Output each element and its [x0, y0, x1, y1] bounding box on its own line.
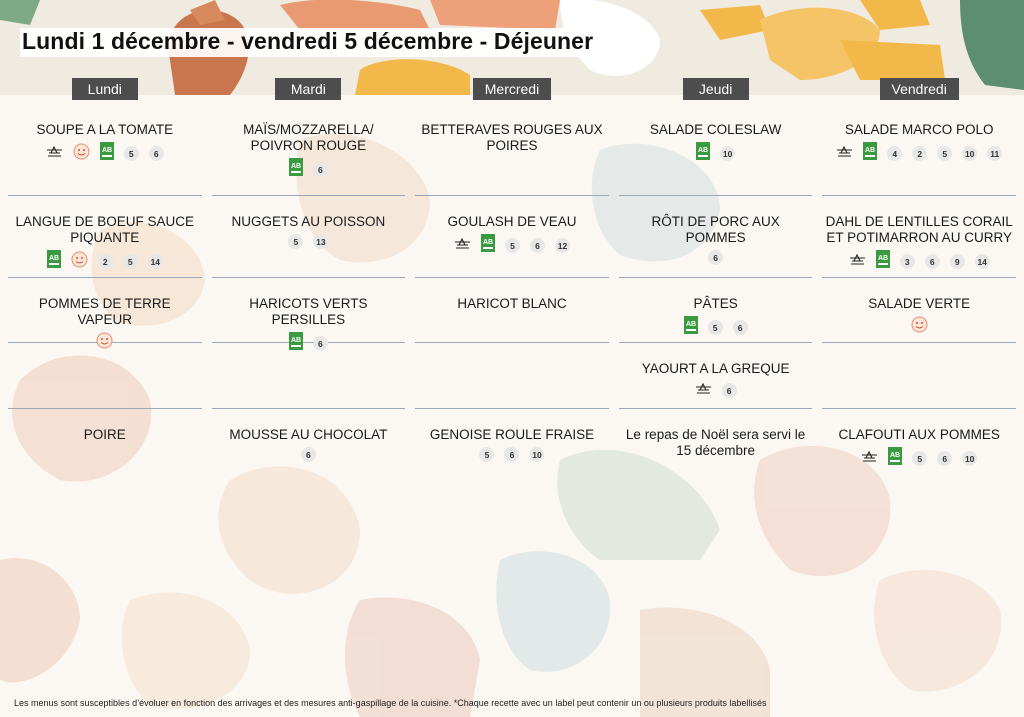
dish-name: PÂTES [693, 296, 738, 311]
allergen-badge: 2 [98, 254, 113, 269]
bio-ab-icon [876, 250, 890, 273]
dish-name: HARICOT BLANC [457, 296, 567, 311]
dish-name: GENOISE ROULE FRAISE [429, 427, 595, 442]
dish-tags [836, 142, 1002, 165]
homemade-icon [849, 252, 866, 271]
allergen-badge: 6 [733, 320, 748, 335]
dish-name: MAÏS/MOZZARELLA/ POIVRON ROUGE [243, 122, 374, 153]
local-smiley-icon [73, 143, 90, 165]
allergen-badge: 12 [555, 238, 570, 253]
bio-ab-icon [289, 158, 303, 181]
dish-tags [695, 381, 737, 400]
menu-cell [212, 409, 406, 479]
dish-tags [46, 142, 164, 165]
day-header [619, 78, 813, 104]
dish-tags [301, 447, 316, 462]
menu-cell [212, 343, 406, 409]
svg-text:AB: AB [290, 163, 301, 170]
menu-cell [822, 196, 1016, 278]
dish-name: BETTERAVES ROUGES AUX POIRES [421, 122, 603, 153]
menu-cell [212, 278, 406, 349]
dish-name: YAOURT A LA GREQUE [641, 361, 790, 376]
dish-name: RÔTI DE PORC AUX POMMES [651, 214, 780, 245]
day-header [8, 78, 202, 104]
menu-cell [415, 196, 609, 278]
allergen-badge: 6 [925, 254, 940, 269]
allergen-badge: 6 [530, 238, 545, 253]
allergen-badge: 6 [937, 451, 952, 466]
menu-cell [822, 104, 1016, 196]
homemade-icon [836, 144, 853, 163]
day-header [822, 78, 1016, 104]
bio-ab-icon [888, 447, 902, 470]
allergen-badge: 5 [505, 238, 520, 253]
allergen-badge: 3 [900, 254, 915, 269]
dish-tags [454, 234, 570, 257]
dish-name: HARICOTS VERTS PERSILLES [249, 296, 368, 327]
bio-ab-icon [47, 250, 61, 273]
dish-tags [47, 250, 163, 273]
allergen-badge: 6 [149, 146, 164, 161]
menu-cell [619, 196, 813, 278]
menu-cell [822, 409, 1016, 479]
dish-name: NUGGETS AU POISSON [231, 214, 386, 229]
dish-tags [911, 316, 928, 338]
allergen-badge: 11 [987, 146, 1002, 161]
day-header [415, 78, 609, 104]
menu-cell [822, 278, 1016, 343]
homemade-icon [695, 381, 712, 400]
bio-ab-icon [684, 316, 698, 339]
allergen-badge: 6 [504, 447, 519, 462]
menu-cell [8, 343, 202, 409]
allergen-badge: 4 [887, 146, 902, 161]
dish-tags [479, 447, 544, 462]
dish-tags [684, 316, 748, 339]
bio-ab-icon [863, 142, 877, 165]
menu-cell [619, 278, 813, 343]
allergen-badge: 10 [720, 146, 735, 161]
menu-note: Le repas de Noël sera servi le 15 décembre [625, 427, 806, 458]
day-header-label: Vendredi [880, 78, 959, 100]
dish-name: SALADE VERTE [868, 296, 971, 311]
allergen-badge: 14 [148, 254, 163, 269]
allergen-badge: 10 [962, 146, 977, 161]
day-header-label: Mercredi [473, 78, 551, 100]
allergen-badge: 6 [722, 383, 737, 398]
menu-cell [415, 278, 609, 343]
allergen-badge: 10 [529, 447, 544, 462]
menu-cell [8, 409, 202, 479]
svg-text:AB: AB [482, 239, 494, 246]
allergen-badge: 5 [708, 320, 723, 335]
allergen-badge: 5 [124, 146, 139, 161]
svg-text:AB: AB [890, 452, 901, 459]
menu-cell [8, 278, 202, 343]
page-title: Lundi 1 décembre - vendredi 5 décembre - Déjeuner [20, 28, 597, 57]
dish-name: LANGUE DE BOEUF SAUCE PIQUANTE [15, 214, 195, 245]
menu-cell [212, 196, 406, 278]
day-header-label: Lundi [72, 78, 138, 100]
allergen-badge: 5 [123, 254, 138, 269]
dish-tags [288, 234, 328, 249]
allergen-badge: 13 [313, 234, 328, 249]
dish-tags [861, 447, 977, 470]
svg-text:AB: AB [698, 147, 709, 154]
dish-tags [289, 158, 328, 181]
menu-cell [8, 196, 202, 278]
allergen-badge: 9 [950, 254, 965, 269]
allergen-badge: 6 [708, 250, 723, 265]
menu-cell [619, 409, 813, 479]
homemade-icon [861, 449, 878, 468]
allergen-badge: 14 [975, 254, 990, 269]
svg-text:AB: AB [865, 147, 876, 154]
allergen-badge: 5 [288, 234, 303, 249]
dish-tags [708, 250, 723, 265]
dish-name: POIRE [83, 427, 126, 442]
dish-name: MOUSSE AU CHOCOLAT [229, 427, 388, 442]
dish-name: SOUPE A LA TOMATE [36, 122, 174, 137]
dish-tags [849, 250, 990, 273]
allergen-badge: 5 [937, 146, 952, 161]
homemade-icon [454, 236, 471, 255]
allergen-badge: 5 [912, 451, 927, 466]
svg-text:AB: AB [290, 337, 301, 344]
allergen-badge: 6 [313, 336, 328, 351]
svg-text:AB: AB [48, 255, 59, 262]
menu-cell [822, 343, 1016, 409]
local-smiley-icon [71, 251, 88, 273]
homemade-icon [46, 144, 63, 163]
menu-cell [415, 343, 609, 409]
dish-name: SALADE COLESLAW [649, 122, 782, 137]
svg-text:AB: AB [101, 147, 112, 154]
svg-text:AB: AB [877, 255, 888, 262]
allergen-badge: 10 [962, 451, 977, 466]
dish-name: DAHL DE LENTILLES CORAIL ET POTIMARRON AU CURRY [825, 214, 1013, 245]
dish-name: GOULASH DE VEAU [447, 214, 577, 229]
menu-cell [212, 104, 406, 196]
dish-name: CLAFOUTI AUX POMMES [838, 427, 1000, 442]
menu-cell [619, 343, 813, 409]
day-header-label: Jeudi [683, 78, 749, 100]
menu-cell [415, 104, 609, 196]
day-header [212, 78, 406, 104]
local-smiley-icon [911, 316, 928, 338]
svg-text:AB: AB [685, 321, 696, 328]
allergen-badge: 6 [313, 162, 328, 177]
dish-name: POMMES DE TERRE VAPEUR [38, 296, 171, 327]
allergen-badge: 5 [479, 447, 494, 462]
menu-grid [8, 78, 1016, 479]
allergen-badge: 6 [301, 447, 316, 462]
menu-cell [619, 104, 813, 196]
bio-ab-icon [696, 142, 710, 165]
bio-ab-icon [100, 142, 114, 165]
allergen-badge: 2 [912, 146, 927, 161]
menu-cell [8, 104, 202, 196]
bio-ab-icon [481, 234, 495, 257]
dish-name: SALADE MARCO POLO [844, 122, 994, 137]
dish-tags [696, 142, 735, 165]
day-header-label: Mardi [275, 78, 341, 100]
footer-disclaimer: Les menus sont susceptibles d’évoluer en fonction des arrivages et des mesures anti-gaspillage de la cuisine. *Chaque recette avec un label peut contenir un ou plusieurs produits labellisés [14, 698, 767, 708]
menu-cell [415, 409, 609, 479]
